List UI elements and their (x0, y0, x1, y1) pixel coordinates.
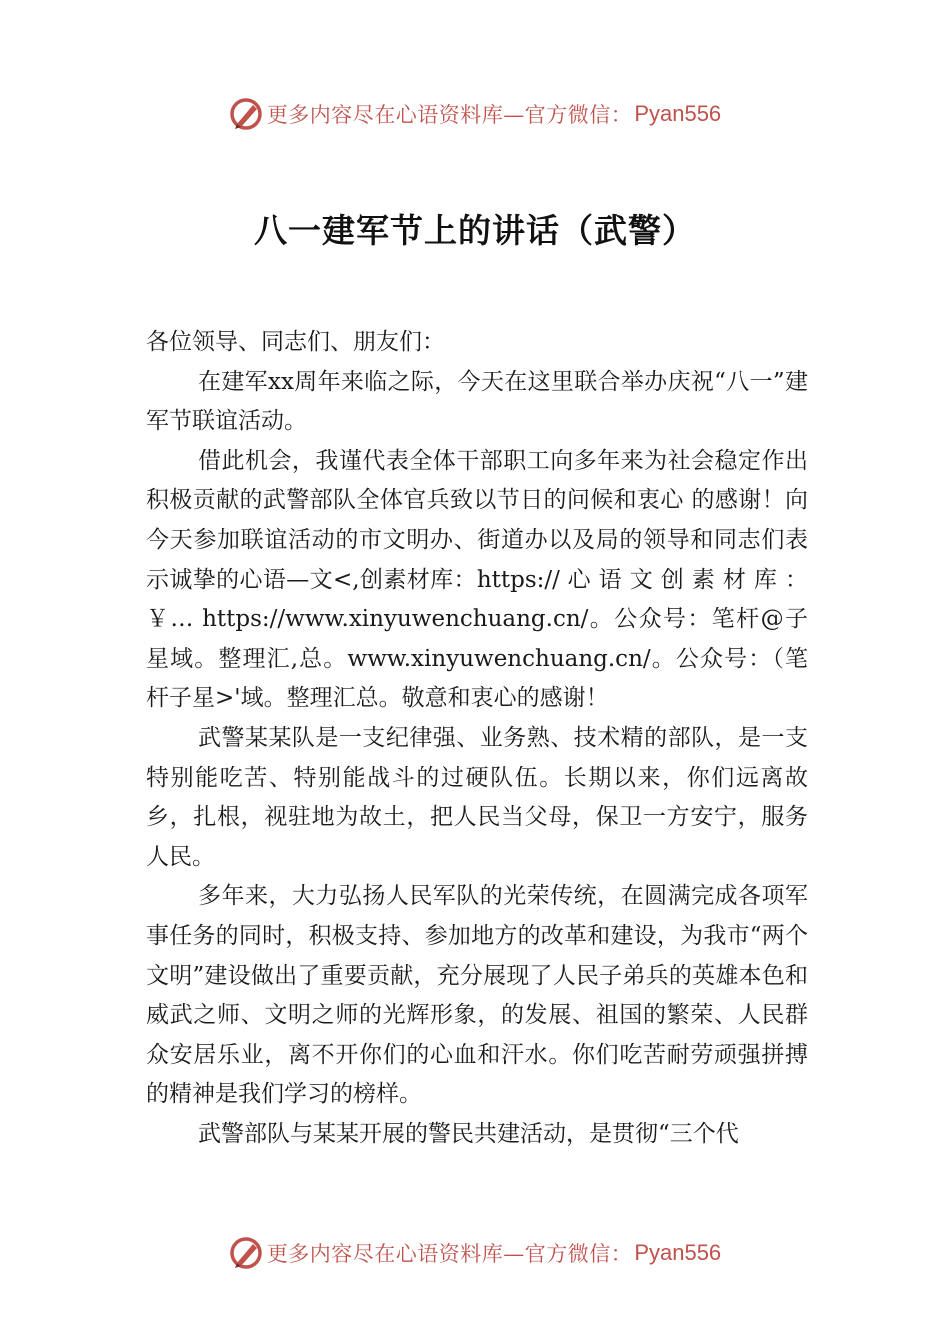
paragraph-4: 多年来，大力弘扬人民军队的光荣传统，在圆满完成各项军事任务的同时，积极支持、参加地方的改革和建设，为我市“两个文明”建设做出了重要贡献，充分展现了人民子弟兵的英雄本色和威武之师、文明之师的光辉形象，的发展、祖国的繁荣、人民群众安居乐业，离不开你们的心血和汗水。你们吃苦耐劳顽强拼搏的精神是我们学习的榜样。 (146, 883, 808, 1108)
document-body (146, 323, 808, 1154)
paragraph-3: 武警某某队是一支纪律强、业务熟、技术精的部队，是一支特别能吃苦、特别能战斗的过硬队伍。长期以来，你们远离故乡，扎根，视驻地为故土，把人民当父母，保卫一方安宁，服务人民。 (146, 724, 808, 870)
footer-banner-text: 更多内容尽在心语资料库—官方微信： (266, 1242, 633, 1266)
paragraph-2: 借此机会，我谨代表全体干部职工向多年来为社会稳定作出积极贡献的武警部队全体官兵致以节日的问候和衷心 的感谢！向今天参加联谊活动的市文明办、街道办以及局的领导和同志们表示诚挚的心语—文<,创素材库：https:// 心 语 文 创 素 材 库 ： ￥… https://www.xinyuwenchuang.cn/。公众号：笔杆@子星域。整理汇,总。www.xinyuwenchuang.cn/。公众号：（笔杆子星>'域。整理汇总。敬意和衷心的感谢！ (146, 447, 808, 712)
header-wechat-id: Pyan556 (634, 101, 722, 126)
footer-banner (0, 1231, 950, 1275)
document-title: 八一建军节上的讲话（武警） (254, 211, 696, 250)
header-banner (0, 92, 950, 136)
pen-logo-icon (229, 1236, 263, 1270)
paragraph-5: 武警部队与某某开展的警民共建活动，是贯彻“三个代 (198, 1120, 739, 1147)
pen-logo-icon (229, 97, 263, 131)
footer-wechat-id: Pyan556 (634, 1240, 722, 1265)
header-banner-text: 更多内容尽在心语资料库—官方微信： (266, 103, 633, 127)
salutation: 各位领导、同志们、朋友们： (146, 329, 445, 355)
paragraph-1: 在建军xx周年来临之际，今天在这里联合举办庆祝“八一”建军节联谊活动。 (146, 368, 808, 435)
